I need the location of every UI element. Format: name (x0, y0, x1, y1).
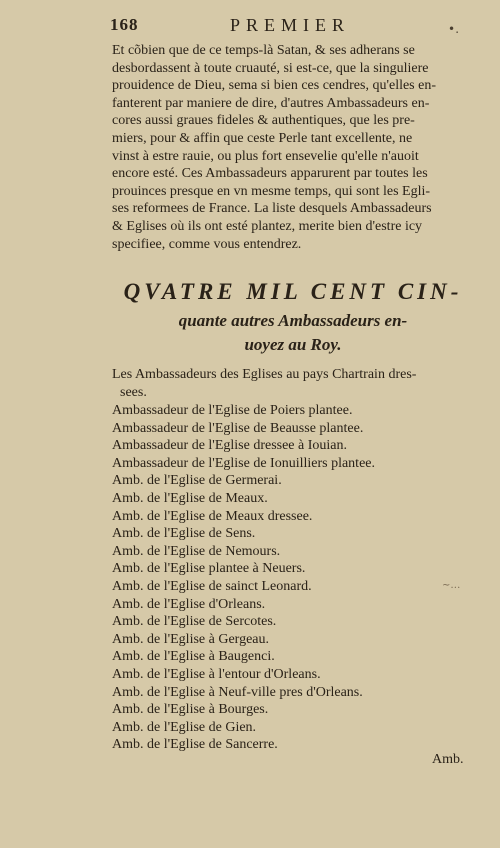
text-line: prouidence de Dieu, sema si bien ces cendres, qu'elles en- (112, 78, 437, 94)
text-line: desbordassent à toute cruauté, si est-ce, que la singuliere (112, 60, 429, 76)
list-item: Amb. de l'Eglise de Germerai. (112, 473, 282, 489)
list-item: Amb. de l'Eglise de Sercotes. (112, 614, 277, 630)
body-paragraph (112, 42, 470, 253)
list-item: Amb. de l'Eglise de Sens. (112, 526, 256, 542)
list-item: Amb. de l'Eglise à Bourges. (112, 702, 269, 718)
text-line: sees. (120, 384, 147, 400)
ink-mark: •․ (448, 22, 460, 36)
section-heading-line: QVATRE MIL CENT CIN- (123, 279, 463, 304)
list-item: Amb. de l'Eglise à Gergeau. (112, 631, 269, 647)
list-item: Ambassadeur de l'Eglise de Ionuilliers plantee. (112, 455, 375, 471)
list-item: Amb. de l'Eglise à Neuf-ville pres d'Orleans. (112, 684, 363, 700)
page-header (110, 15, 470, 39)
list-intro (112, 366, 470, 401)
text-line: prouinces presque en vn mesme temps, qui sont les Egli- (112, 183, 431, 199)
text-line: ses reformees de France. La liste desquels Ambassadeurs (112, 201, 432, 217)
text-line: specifiee, comme vous entendrez. (112, 236, 302, 252)
text-line: cores aussi graues fideles & authentiques, que les pre- (112, 113, 415, 129)
text-line: vinst à estre rauie, ou plus fort ensevelie qu'elle n'auoit (112, 148, 419, 164)
text-line: & Eglises où ils ont esté plantez, merite bien d'estre icy (112, 218, 423, 234)
list-item: Amb. de l'Eglise à Baugenci. (112, 649, 275, 665)
list-item: Amb. de l'Eglise à l'entour d'Orleans. (112, 666, 321, 682)
catchword: Amb. (432, 752, 464, 767)
text-line: fanterent par maniere de dire, d'autres Ambassadeurs en- (112, 95, 430, 111)
list-item: Amb. de l'Eglise plantee à Neuers. (112, 561, 306, 577)
page-number: 168 (110, 15, 139, 34)
text-line: Les Ambassadeurs des Eglises au pays Chartrain dres- (112, 367, 417, 382)
section-heading-line: uoyez au Roy. (244, 335, 342, 354)
list-item: Amb. de l'Eglise d'Orleans. (112, 596, 266, 612)
list-item: Amb. de l'Eglise de Sancerre. (112, 737, 278, 753)
ambassador-list (112, 402, 470, 754)
list-item: Ambassadeur de l'Eglise de Poiers plantee. (112, 403, 353, 418)
list-item: Amb. de l'Eglise de sainct Leonard. (112, 578, 312, 594)
ink-mark: ∼… (442, 580, 461, 591)
text-line: miers, pour & affin que ceste Perle tant excellente, ne (112, 130, 413, 146)
list-item: Amb. de l'Eglise de Meaux. (112, 490, 268, 506)
text-line: Et cõbien que de ce temps-là Satan, & ses adherans se (112, 43, 415, 58)
list-item: Amb. de l'Eglise de Gien. (112, 719, 257, 735)
running-head: PREMIER (230, 15, 351, 35)
list-item: Ambassadeur de l'Eglise dressee à Iouian. (112, 438, 347, 454)
section-heading-line: quante autres Ambassadeurs en- (178, 311, 408, 330)
section-heading (118, 277, 468, 357)
text-line: encore esté. Ces Ambassadeurs apparurent par toutes les (112, 166, 428, 182)
list-item: Amb. de l'Eglise de Nemours. (112, 543, 281, 559)
list-item: Amb. de l'Eglise de Meaux dressee. (112, 508, 313, 524)
list-item: Ambassadeur de l'Eglise de Beausse plantee. (112, 420, 364, 436)
